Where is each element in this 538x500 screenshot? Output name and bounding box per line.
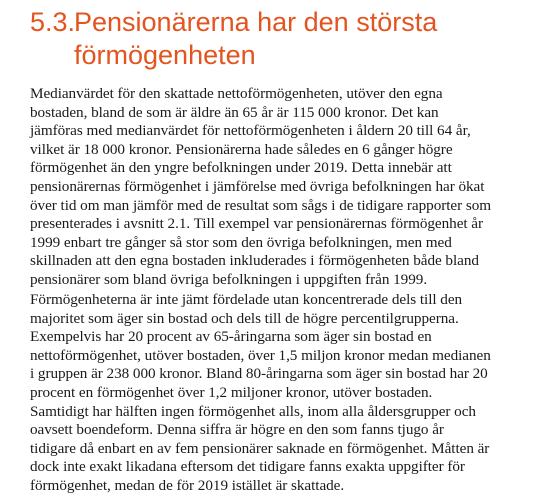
- paragraph-line: Förmögenheterna är inte jämt fördelade utan koncentrerade dels till den: [30, 291, 463, 308]
- paragraph-line: pensionärer som bland övriga befolkningen i uppgiften från 1999.: [30, 270, 428, 288]
- paragraph-line: jämföras med medianvärdet för nettoförmögenheten i åldern 20 till 64 år,: [30, 122, 471, 140]
- paragraph-line: Medianvärdet för den skattade nettoförmögenheten, utöver den egna: [30, 85, 443, 102]
- paragraph-2: [30, 291, 538, 496]
- section-number: 5.3.: [30, 7, 76, 37]
- paragraph-line: vilket är 18 000 kronor. Pensionärerna hade således en 6 gånger högre: [30, 140, 453, 158]
- paragraph-1: [30, 85, 538, 290]
- paragraph-line: i gruppen är 238 000 kronor. Bland 80-åringarna som äger sin bostad har 20: [30, 365, 488, 383]
- paragraph-line: förmögenhet, medan de för 2019 istället är skattade.: [30, 476, 345, 494]
- paragraph-line: bostaden, bland de som är äldre än 65 år är 115 000 kronor. Det kan: [30, 103, 439, 121]
- paragraph-line: 1999 enbart tre gånger så stor som den övriga befolkningen, men med: [30, 233, 452, 251]
- paragraph-line: tidigare då enbart en av fem pensionärer saknade en förmögenhet. Måtten är: [30, 439, 490, 457]
- paragraph-line: över tid om man jämför med de resultat som sågs i de tidigare rapporter som: [30, 196, 492, 214]
- paragraph-line: majoritet som äger sin bostad och dels till de högre percentilgrupperna.: [30, 309, 459, 327]
- paragraph-line: procent en förmögenhet över 1,2 miljoner kronor, utöver bostaden.: [30, 383, 433, 401]
- section-title-line-2: förmögenheten: [74, 40, 256, 70]
- paragraph-line: dock inte exakt likadana eftersom det tidigare fanns exakta uppgifter för: [30, 458, 465, 476]
- paragraph-line: oavsett boendeform. Denna siffra är högre en den som fanns tjugo år: [30, 421, 444, 439]
- paragraph-line: skillnaden att den egna bostaden inkluderades i förmögenheten både bland: [30, 252, 479, 270]
- paragraph-line: pensionärernas förmögenhet i jämförelse med övriga befolkningen har ökat: [30, 177, 485, 195]
- paragraph-line: presenterades i avsnitt 2.1. Till exempel var pensionärernas förmögenhet år: [30, 215, 484, 233]
- paragraph-line: Samtidigt har hälften ingen förmögenhet alls, inom alla åldersgrupper och: [30, 402, 476, 420]
- paragraph-line: förmögenhet än den yngre befolkningen under 2019. Detta innebär att: [30, 159, 452, 177]
- paragraph-line: nettoförmögenhet, utöver bostaden, över 1,5 miljon kronor medan medianen: [30, 346, 491, 364]
- paragraph-line: Exempelvis har 20 procent av 65-åringarna som äger sin bostad en: [30, 328, 432, 346]
- section-heading: [30, 6, 530, 72]
- section-title-line-1: Pensionärerna har den största: [74, 7, 438, 37]
